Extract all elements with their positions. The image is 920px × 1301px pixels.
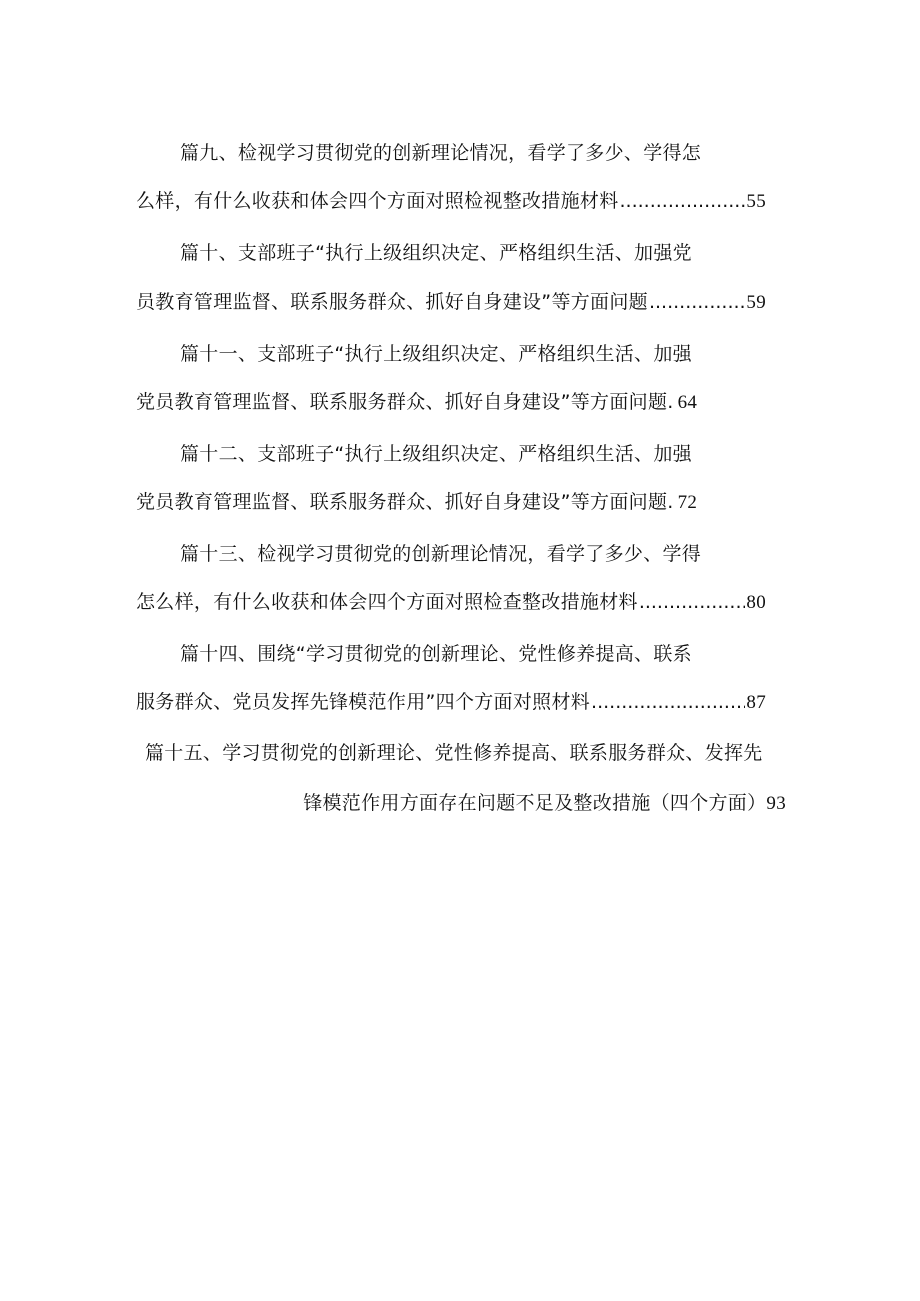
toc-entry-9-page: 55 bbox=[746, 191, 766, 212]
toc-entry-15-page: 93 bbox=[766, 793, 786, 814]
toc-entry-12-page: 72 bbox=[677, 492, 698, 513]
toc-entry-13-page: 80 bbox=[746, 592, 766, 613]
toc-entry-12-line2 bbox=[136, 489, 766, 516]
toc-entry-14-line1: 篇十四、围绕“学习贯彻党的创新理论、党性修养提高、联系 bbox=[180, 643, 692, 665]
toc-entry-14-page: 87 bbox=[746, 692, 766, 713]
toc-leader-dots bbox=[591, 689, 745, 715]
toc-entry-14-line2 bbox=[136, 689, 766, 716]
toc-entry-9-line1: 篇九、检视学习贯彻党的创新理论情况，看学了多少、学得怎 bbox=[180, 142, 702, 164]
toc-entry-13-text: 怎么样，有什么收获和体会四个方面对照检查整改措施材料 bbox=[136, 591, 638, 613]
toc-entry-10-text: 员教育管理监督、联系服务群众、抓好自身建设”等方面问题 bbox=[136, 291, 648, 313]
toc-entry-14-text: 服务群众、党员发挥先锋模范作用”四个方面对照材料 bbox=[136, 691, 591, 713]
toc-entry-11-line2 bbox=[136, 389, 766, 416]
toc-entry-12-line1: 篇十二、支部班子“执行上级组织决定、严格组织生活、加强 bbox=[180, 443, 692, 465]
toc-entry-10-line2 bbox=[136, 289, 766, 316]
toc-leader-dots bbox=[649, 289, 745, 315]
toc-entry-13-line1: 篇十三、检视学习贯彻党的创新理论情况，看学了多少、学得 bbox=[180, 543, 702, 565]
toc-entry-9-text: 么样，有什么收获和体会四个方面对照检视整改措施材料 bbox=[136, 190, 619, 212]
toc-entry-13-line2 bbox=[136, 589, 766, 616]
toc-entry-10-page: 59 bbox=[746, 292, 766, 313]
toc-entry-15-line1: 篇十五、学习贯彻党的创新理论、党性修养提高、联系服务群众、发挥先 bbox=[145, 742, 763, 764]
toc-entry-9-line2 bbox=[136, 188, 766, 215]
toc-entry-12-text: 党员教育管理监督、联系服务群众、抓好自身建设”等方面问题. bbox=[136, 491, 674, 513]
toc-leader-dots bbox=[639, 589, 746, 615]
toc-entry-10-line1: 篇十、支部班子“执行上级组织决定、严格组织生活、加强党 bbox=[180, 242, 692, 264]
toc-entry-15-line2 bbox=[303, 790, 786, 817]
toc-entry-11-page: 64 bbox=[677, 392, 698, 413]
toc-leader-dots bbox=[620, 188, 746, 214]
toc-entry-15-text: 锋模范作用方面存在问题不足及整改措施（四个方面） bbox=[303, 792, 767, 814]
toc-entry-11-text: 党员教育管理监督、联系服务群众、抓好自身建设”等方面问题. bbox=[136, 391, 674, 413]
toc-entry-11-line1: 篇十一、支部班子“执行上级组织决定、严格组织生活、加强 bbox=[180, 343, 692, 365]
